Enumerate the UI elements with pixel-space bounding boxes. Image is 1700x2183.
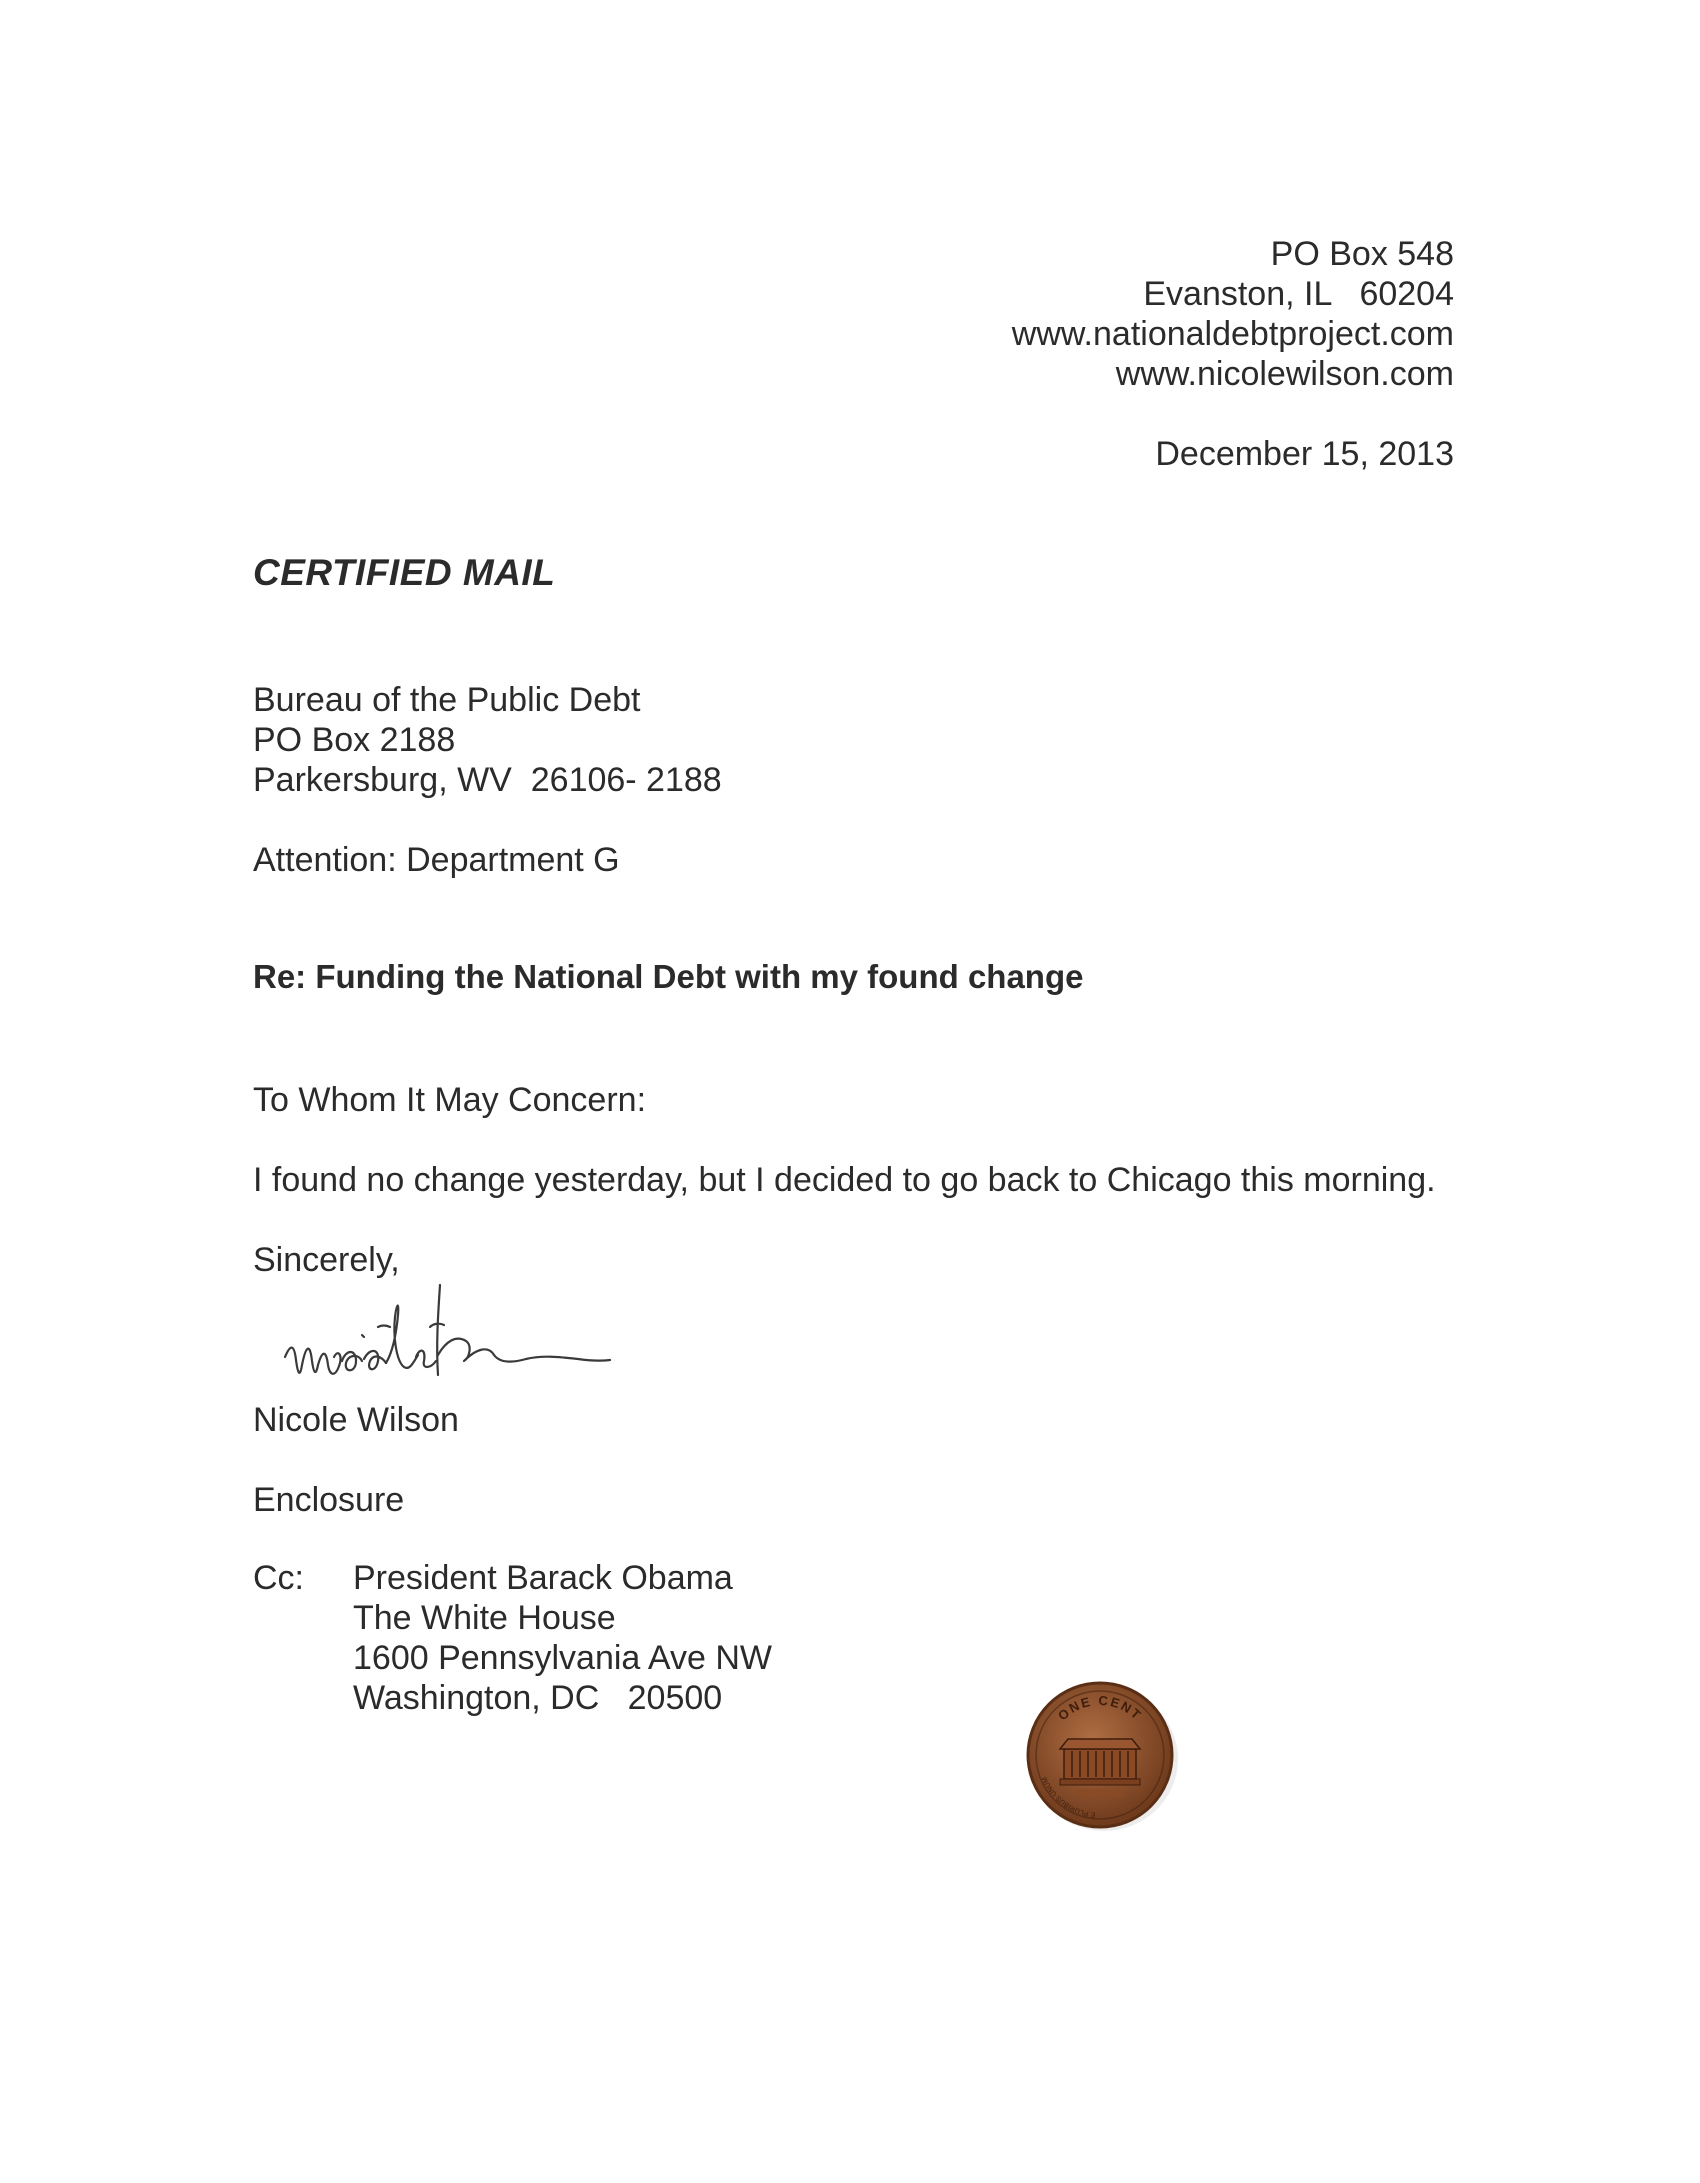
- penny-coin-image: [1020, 1675, 1180, 1835]
- attention-line: Attention: Department G: [253, 841, 620, 879]
- recipient-city-line: Parkersburg, WV 26106- 2188: [253, 761, 722, 799]
- cc-label: Cc:: [253, 1559, 304, 1597]
- cc-line: President Barack Obama: [353, 1559, 733, 1597]
- recipient-name: Bureau of the Public Debt: [253, 681, 641, 719]
- cc-line: The White House: [353, 1599, 616, 1637]
- recipient-po-box: PO Box 2188: [253, 721, 456, 759]
- coin-top-text: ONE CENT: [1054, 1692, 1146, 1724]
- mail-type-heading: CERTIFIED MAIL: [253, 552, 556, 593]
- letter-date: December 15, 2013: [1155, 435, 1454, 473]
- enclosure-note: Enclosure: [253, 1481, 405, 1519]
- subject-line: Re: Funding the National Debt with my found change: [253, 958, 1084, 995]
- sender-website-1: www.nationaldebtproject.com: [1011, 315, 1454, 353]
- body-paragraph: I found no change yesterday, but I decided to go back to Chicago this morning.: [253, 1161, 1436, 1199]
- cc-line: 1600 Pennsylvania Ave NW: [353, 1639, 772, 1677]
- cc-line: Washington, DC 20500: [353, 1679, 723, 1717]
- coin-side-text: E PLURIBUS UNUM: [1041, 1775, 1096, 1818]
- sender-city-line: Evanston, IL 60204: [1143, 275, 1454, 313]
- signer-name: Nicole Wilson: [253, 1401, 459, 1439]
- closing: Sincerely,: [253, 1241, 400, 1279]
- sender-website-2: www.nicolewilson.com: [1115, 355, 1454, 393]
- handwritten-signature: [280, 1265, 660, 1395]
- salutation: To Whom It May Concern:: [253, 1081, 647, 1119]
- sender-po-box: PO Box 548: [1270, 235, 1454, 273]
